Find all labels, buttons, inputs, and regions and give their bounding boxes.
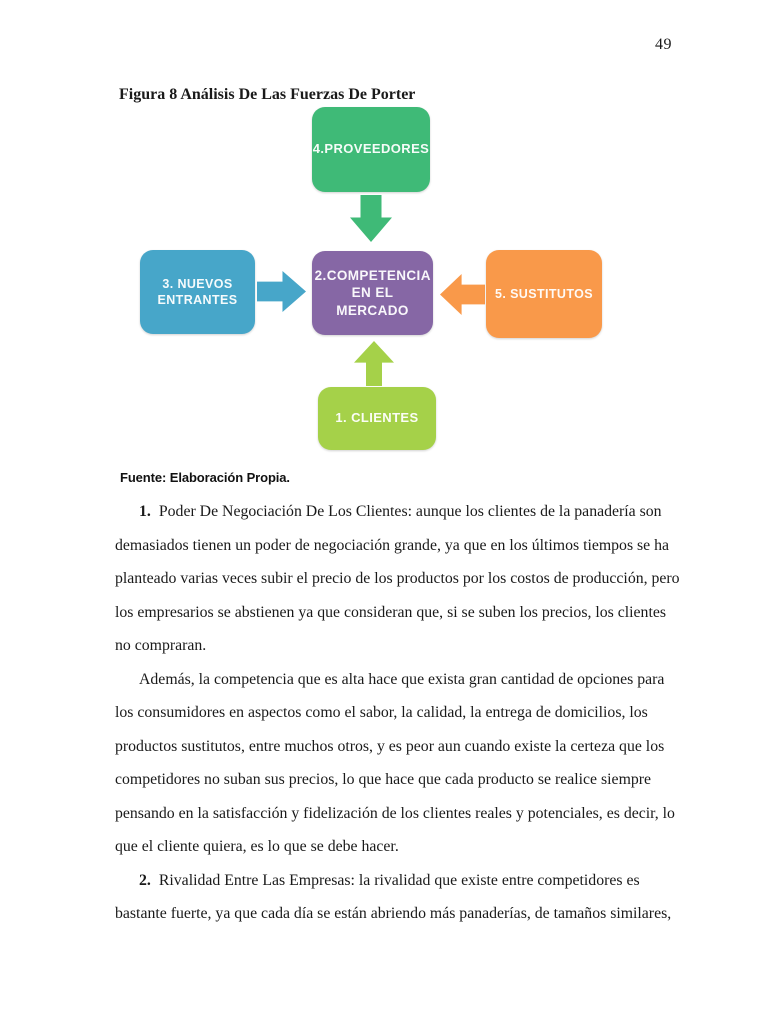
node-nuevos-entrantes [140, 250, 255, 334]
node-sustitutos [486, 250, 602, 338]
node-competencia [312, 251, 433, 335]
page-number: 49 [655, 36, 672, 53]
paragraph-1-text: Poder De Negociación De Los Clientes: aunque los clientes de la panadería son demasiados tienen un poder de negociación grande, ya que en los últimos tiempos se ha planteado varias veces subir el precio de los productos por los costos de producción, pero los empresarios se abstienen ya que consideran que, si se suben los precios, los clientes no compraran. [115, 503, 680, 654]
node-proveedores [312, 107, 430, 192]
paragraph-1 [115, 495, 681, 663]
body-text [115, 495, 681, 931]
paragraph-2-text: Además, la competencia que es alta hace que exista gran cantidad de opciones para los consumidores en aspectos como el sabor, la calidad, la entrega de domicilios, los productos sustitutos, entre muchos otros, y es peor aun cuando existe la certeza que los competidores no suban sus precios, lo que hace que cada producto se realice siempre pensando en la satisfacción y fidelización de los clientes reales y potenciales, es decir, lo que el cliente quiera, es lo que se debe hacer. [115, 670, 675, 855]
paragraph-3 [115, 864, 681, 931]
arrow-left-icon [440, 274, 485, 315]
node-competencia-label: 2.COMPETENCIA EN EL MERCADO [314, 267, 431, 318]
porter-forces-diagram [0, 0, 768, 470]
arrow-right-icon [257, 271, 306, 312]
node-nuevos-entrantes-label: 3. NUEVOS ENTRANTES [157, 276, 238, 307]
paragraph-3-text: Rivalidad Entre Las Empresas: la rivalidad que existe entre competidores es bastante fuerte, ya que cada día se están abriendo más panaderías, de tamaños similares, [115, 871, 672, 922]
figure-caption: Fuente: Elaboración Propia. [120, 470, 290, 485]
node-proveedores-label: 4.PROVEEDORES [312, 141, 430, 157]
node-clientes-label: 1. CLIENTES [335, 410, 419, 426]
node-clientes [318, 387, 436, 450]
paragraph-1-number: 1. [139, 503, 151, 520]
arrow-up-icon [354, 341, 394, 386]
figure-title: Figura 8 Análisis De Las Fuerzas De Porter [119, 86, 416, 103]
paragraph-2 [115, 663, 681, 864]
arrow-down-icon [350, 195, 392, 242]
node-sustitutos-label: 5. SUSTITUTOS [494, 286, 594, 301]
paragraph-3-number: 2. [139, 871, 151, 889]
